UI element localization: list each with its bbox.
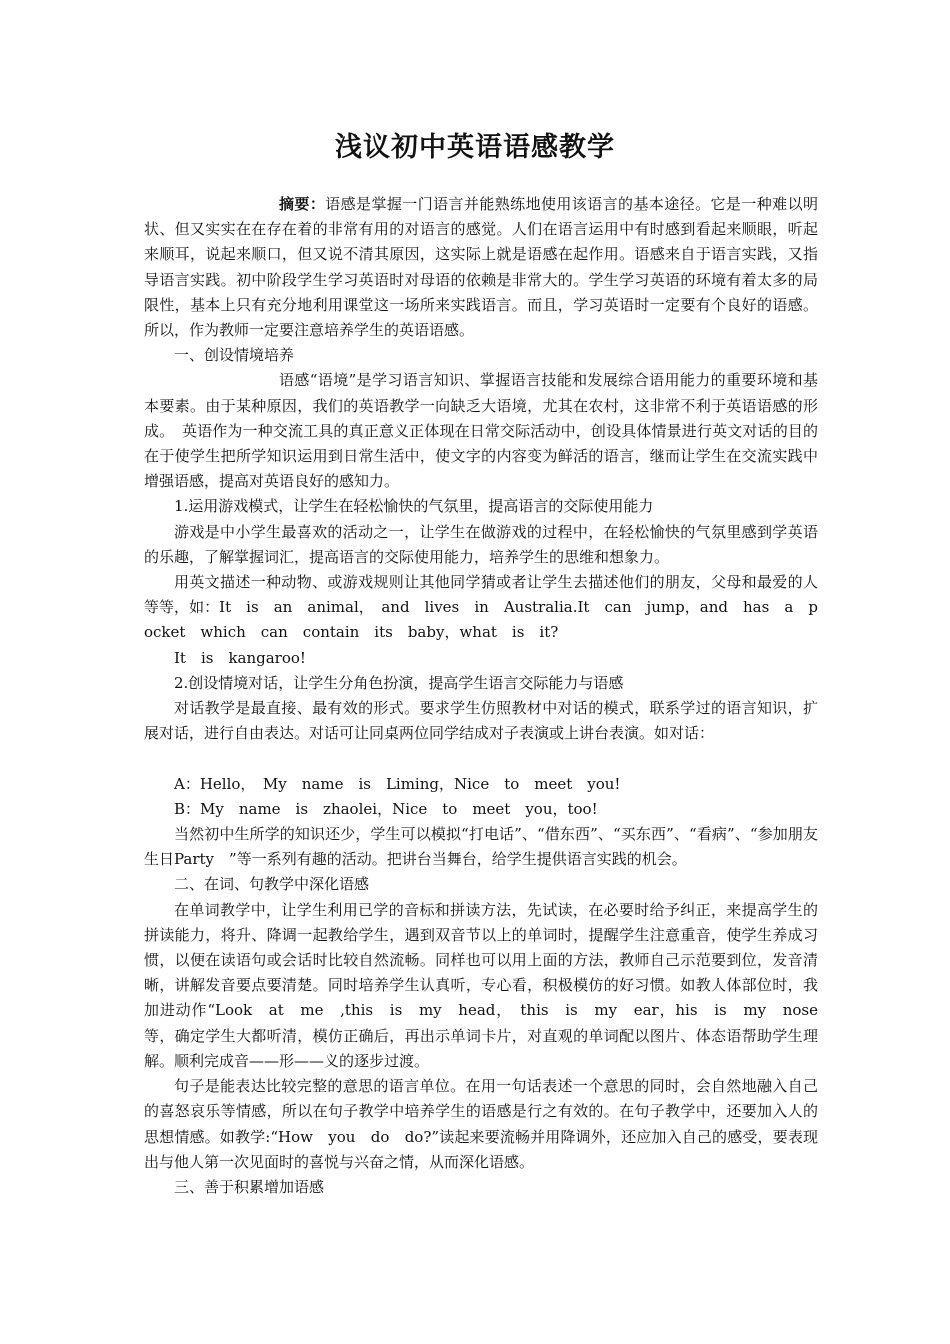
subsection-heading: 1.运用游戏模式，让学生在轻松愉快的气氛里，提高语言的交际使用能力 [174, 497, 654, 516]
abstract-paragraph [144, 192, 818, 343]
page-title: 浅议初中英语语感教学 [335, 132, 615, 163]
paragraph: 用英文描述一种动物、或游戏规则让其他同学猜或者让学生去描述他们的朋友，父母和最爱的人等等，如：It is an animal， and lives in Australia.It can jump，and has a pocket which can contain its baby，what is it? [144, 573, 818, 642]
answer-line: It is kangaroo! [174, 648, 306, 667]
paragraph: 当然初中生所学的知识还少，学生可以模拟“打电话”、“借东西”、“买东西”、“看病”、“参加朋友生日Party ”等一系列有趣的活动。把讲台当舞台，给学生提供语言实践的机会。 [144, 825, 818, 869]
abstract-label: 摘要： [279, 195, 326, 213]
abstract-text: 语感是掌握一门语言并能熟练地使用该语言的基本途径。它是一种难以明状、但又实实在在存在着的非常有用的对语言的感觉。人们在语言运用中有时感到看起来顺眼，听起来顺耳，说起来顺口，但又说不清其原因，这实际上就是语感在起作用。语感来自于语言实践，又指导语言实践。初中阶段学生学习英语时对母语的依赖是非常大的。学生学习英语的环境有着太多的局限性，基本上只有充分地利用课堂这一场所来实践语言。而且，学习英语时一定要有个良好的语感。所以，作为教师一定要注意培养学生的英语语感。 [144, 195, 818, 340]
blank-line [144, 746, 818, 771]
section-heading: 二、在词、句教学中深化语感 [174, 875, 370, 894]
subsection-heading: 2.创设情境对话，让学生分角色扮演，提高学生语言交际能力与语感 [174, 673, 624, 692]
document-body [144, 192, 818, 1200]
paragraph: 语感“语境”是学习语言知识、掌握语言技能和发展综合语用能力的重要环境和基本要素。由于某种原因，我们的英语教学一向缺乏大语境，尤其在农村，这非常不利于英语语感的形成。 英语作为一种交流工具的真正意义正体现在日常交际活动中，创设具体情景进行英文对话的目的在于使学生把所学知识运用到日常生活中，使文字的内容变为鲜活的语言，继而让学生在交流实践中增强语感，提高对英语良好的感知力。 [144, 371, 818, 491]
section-heading: 一、创设情境培养 [174, 346, 295, 365]
paragraph: 游戏是中小学生最喜欢的活动之一，让学生在做游戏的过程中，在轻松愉快的气氛里感到学英语的乐趣，了解掌握词汇，提高语言的交际使用能力，培养学生的思维和想象力。 [144, 522, 818, 566]
dialog-line-a: A：Hello， My name is Liming，Nice to meet you! [174, 774, 621, 793]
paragraph: 在单词教学中，让学生利用已学的音标和拼读方法，先试读，在必要时给予纠正，来提高学生的拼读能力，将升、降调一起教给学生，遇到双音节以上的单词时，提醒学生注意重音，使学生养成习惯，以便在读语句或会话时比较自然流畅。同样也可以用上面的方法，教师自己示范要到位，发音清晰，讲解发音要点要清楚。同时培养学生认真听，专心看，积极模仿的好习惯。如教人体部位时，我加进动作“Look at me ,this is my head， this is my ear，his is my nose等，确定学生大都听清，模仿正确后，再出示单词卡片，对直观的单词配以图片、体态语帮助学生理解。顺利完成音——形——义的逐步过渡。 [144, 900, 818, 1070]
section-heading: 三、善于积累增加语感 [174, 1177, 325, 1196]
paragraph: 句子是能表达比较完整的意思的语言单位。在用一句话表述一个意思的同时，会自然地融入自己的喜怒哀乐等情感，所以在句子教学中培养学生的语感是行之有效的。在句子教学中，还要加入人的思想情感。如教学:“How you do do?”读起来要流畅并用降调外，还应加入自己的感受，要表现出与他人第一次见面时的喜悦与兴奋之情，从而深化语感。 [144, 1077, 818, 1171]
dialog-line-b: B：My name is zhaolei，Nice to meet you，too! [174, 799, 598, 818]
paragraph: 对话教学是最直接、最有效的形式。要求学生仿照教材中对话的模式，联系学过的语言知识，扩展对话，进行自由表达。对话可让同桌两位同学结成对子表演或上讲台表演。如对话： [144, 699, 818, 743]
